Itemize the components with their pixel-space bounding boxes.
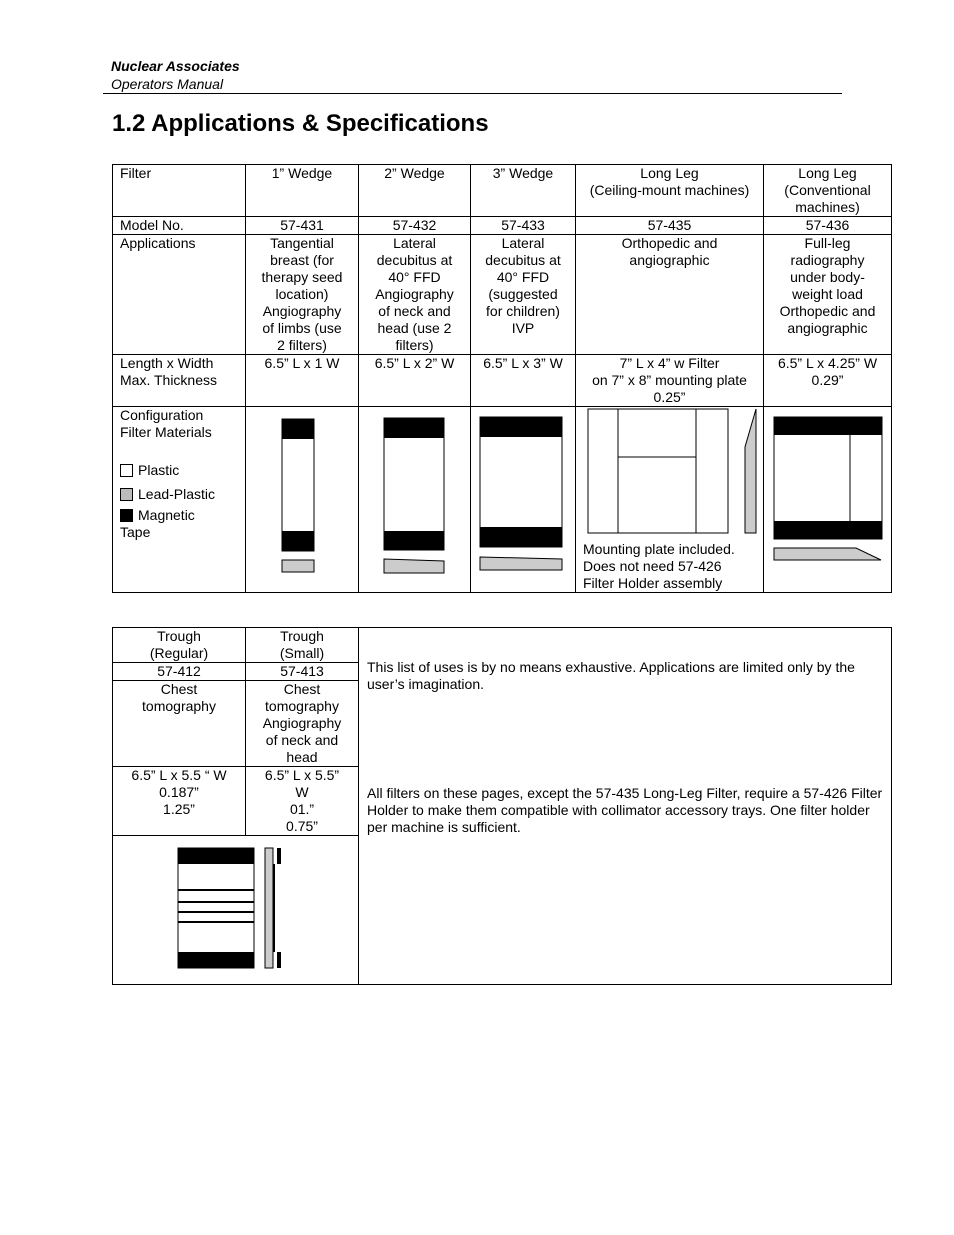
app-line: breast (for <box>270 252 334 268</box>
dims-line: 6.5” L x 5.5” <box>264 767 340 783</box>
col-5-name-l1: Long Leg <box>798 165 857 181</box>
trough-small-app <box>246 681 359 767</box>
dims-line: 6.5” L x 5.5 “ W <box>131 767 227 783</box>
dims-line: 1.25” <box>163 801 195 817</box>
col-2-dims: 6.5” L x 2” W <box>359 355 471 407</box>
app-line: Orthopedic and <box>621 235 718 251</box>
app-line: decubitus at <box>485 252 561 268</box>
app-line: angiographic <box>787 320 868 336</box>
app-line: tomography <box>142 698 216 714</box>
wedge-3-diagram <box>478 407 569 587</box>
col-1-app <box>246 235 359 355</box>
manual-name: Operators Manual <box>111 76 224 92</box>
mount-note-line: Filter Holder assembly <box>583 575 723 591</box>
col-3-config <box>471 407 576 593</box>
app-line: 40° FFD <box>388 269 441 285</box>
filter-row <box>113 165 892 217</box>
app-line: of limbs (use <box>262 320 342 336</box>
dims-line: 0.25” <box>653 389 686 405</box>
notes-cell <box>359 628 892 985</box>
filter-label: Filter <box>113 165 246 217</box>
trough-regular-app <box>113 681 246 767</box>
trough-small-name <box>246 628 359 663</box>
note-filter-holder: All filters on these pages, except the 57-435 Long-Leg Filter, require a 57-426 Filter Holder to make them compatible with collimator accessory trays. One filter holder per machine is sufficient. <box>367 785 883 835</box>
app-line: for children) <box>486 303 560 319</box>
app-line: Angiography <box>375 286 454 302</box>
app-line: angiographic <box>629 252 710 268</box>
app-line: of neck and <box>378 303 451 319</box>
col-3-app <box>471 235 576 355</box>
model-label: Model No. <box>113 217 246 235</box>
dims-line: 01.” <box>289 801 315 817</box>
col-2-name: 2” Wedge <box>359 165 471 217</box>
trough-diagram <box>117 836 357 976</box>
col-1-name: 1” Wedge <box>246 165 359 217</box>
app-line: Lateral <box>501 235 545 251</box>
applications-label: Applications <box>113 235 246 355</box>
page-title: 1.2 Applications & Specifications <box>112 110 489 137</box>
col-4-config <box>576 407 764 593</box>
app-line: Lateral <box>393 235 436 251</box>
col-5-config <box>764 407 892 593</box>
header-rule <box>103 93 842 94</box>
app-line: head <box>286 749 318 765</box>
col-4-model: 57-435 <box>576 217 764 235</box>
trough-small-model: 57-413 <box>246 663 359 681</box>
col-1-dims: 6.5” L x 1 W <box>246 355 359 407</box>
trough-small-dims <box>246 767 359 836</box>
app-line: radiography <box>790 252 865 268</box>
col-5-dims <box>764 355 892 407</box>
page-header <box>111 57 240 93</box>
col-4-app <box>576 235 764 355</box>
dims-line: 0.75” <box>286 818 318 834</box>
lead-plastic-swatch <box>120 488 133 501</box>
trough-regular-dims <box>113 767 246 836</box>
app-line: Angiography <box>262 715 342 731</box>
plastic-swatch <box>120 464 133 477</box>
length-width-label: Length x Width <box>120 355 214 371</box>
app-line: Full-leg <box>804 235 851 251</box>
app-line: (suggested <box>488 286 558 302</box>
legend-lead-plastic <box>120 486 238 503</box>
col-3-model: 57-433 <box>471 217 576 235</box>
app-line: weight load <box>792 286 863 302</box>
app-line: 40° FFD <box>496 269 550 285</box>
col-5-app <box>764 235 892 355</box>
col-5-name-l3: machines) <box>795 199 860 215</box>
app-line: therapy seed <box>261 269 343 285</box>
dims-line: 6.5” L x 4.25” W <box>777 355 878 371</box>
trough-name-line: Trough <box>157 628 201 644</box>
app-line: tomography <box>265 698 339 714</box>
magnetic-swatch <box>120 509 133 522</box>
trough-regular-name <box>113 628 246 663</box>
lead-plastic-label: Lead-Plastic <box>138 486 216 502</box>
trough-name-line: Trough <box>280 628 324 644</box>
app-line: Angiography <box>262 303 342 319</box>
dimensions-row <box>113 355 892 407</box>
dims-line: on 7” x 8” mounting plate <box>592 372 747 388</box>
trough-diagram-cell <box>113 836 359 985</box>
col-4-name-l1: Long Leg <box>640 165 699 181</box>
app-line: head (use 2 <box>377 320 452 336</box>
app-line: Chest <box>283 681 321 697</box>
trough-name-line: (Small) <box>279 645 325 661</box>
app-line: Chest <box>160 681 198 697</box>
filter-materials-label: Filter Materials <box>120 424 212 440</box>
col-2-config <box>359 407 471 593</box>
app-line: decubitus at <box>376 252 453 268</box>
long-leg-plate-diagram <box>583 407 757 537</box>
col-5-name-l2: (Conventional <box>784 182 871 198</box>
col-4-name-l2: (Ceiling-mount machines) <box>589 182 750 198</box>
trough-regular-model: 57-412 <box>113 663 246 681</box>
wedge-1-diagram <box>253 407 351 587</box>
long-leg-conventional-diagram <box>771 407 885 587</box>
company-name: Nuclear Associates <box>111 58 240 74</box>
col-3-dims: 6.5” L x 3” W <box>471 355 576 407</box>
legend-plastic <box>120 462 238 479</box>
col-1-model: 57-431 <box>246 217 359 235</box>
trough-name-row <box>113 628 892 663</box>
dims-line: W <box>295 784 309 800</box>
col-4-name <box>576 165 764 217</box>
app-line: under body- <box>790 269 865 285</box>
dimensions-label <box>113 355 246 407</box>
max-thickness-label: Max. Thickness <box>120 372 217 388</box>
note-uses: This list of uses is by no means exhaustive. Applications are limited only by the user’s imagination. <box>367 659 855 692</box>
magnetic-label: Magnetic <box>138 507 195 523</box>
mount-note-line: Mounting plate included. <box>583 541 735 557</box>
wedge-2-diagram <box>366 407 464 587</box>
app-line: filters) <box>395 337 434 353</box>
model-row <box>113 217 892 235</box>
spec-table <box>112 164 892 593</box>
col-2-model: 57-432 <box>359 217 471 235</box>
col-5-name <box>764 165 892 217</box>
col-3-name: 3” Wedge <box>471 165 576 217</box>
app-line: Orthopedic and <box>779 303 876 319</box>
legend-magnetic <box>120 507 238 524</box>
configuration-label-cell <box>113 407 246 593</box>
col-1-config <box>246 407 359 593</box>
app-line: IVP <box>511 320 535 336</box>
trough-name-line: (Regular) <box>149 645 209 661</box>
dims-line: 0.187” <box>159 784 199 800</box>
col-5-model: 57-436 <box>764 217 892 235</box>
app-line: of neck and <box>265 732 339 748</box>
configuration-row <box>113 407 892 593</box>
applications-row <box>113 235 892 355</box>
app-line: Tangential <box>270 235 334 251</box>
dims-line: 0.29” <box>811 372 844 388</box>
configuration-label: Configuration <box>120 407 204 423</box>
col-4-dims <box>576 355 764 407</box>
tape-label: Tape <box>120 524 151 540</box>
plastic-label: Plastic <box>138 462 180 478</box>
col-2-app <box>359 235 471 355</box>
trough-table <box>112 627 892 985</box>
app-line: 2 filters) <box>277 337 327 353</box>
app-line: location) <box>275 286 329 302</box>
mount-note-line: Does not need 57-426 <box>583 558 722 574</box>
dims-line: 7” L x 4” w Filter <box>619 355 720 371</box>
